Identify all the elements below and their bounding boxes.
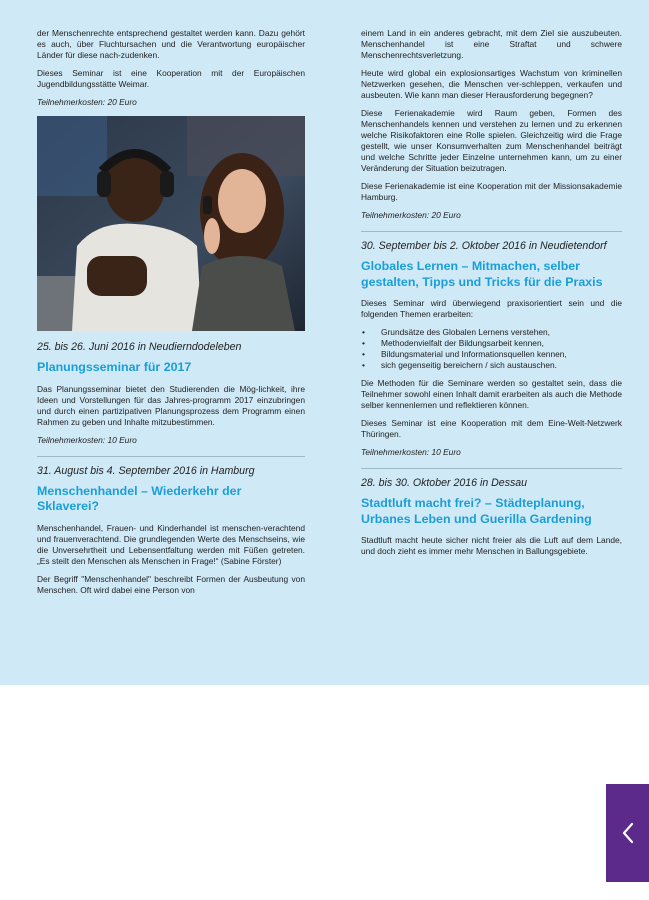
globales-cost: Teilnehmerkosten: 10 Euro <box>361 447 461 457</box>
planung-cost: Teilnehmerkosten: 10 Euro <box>37 434 137 445</box>
globales-intro: Dieses Seminar wird überwiegend praxisorientiert sein und die folgenden Themen erarbeiten: <box>361 298 622 319</box>
menschenhandel-body-1: Menschenhandel, Frauen- und Kinderhandel ist menschen-verachtend und frauenverachtend. Die grundlegenden Werte des Menschseins, wie die Unversehrtheit und Lebensentfaltung werden mit Füßen getreten. „Es steilt den Menschen als Menschen in Frage!“ (Sabine Förster) <box>37 522 305 566</box>
photo <box>37 116 305 331</box>
planung-body: Das Planungsseminar bietet den Studierenden die Mög-lichkeit, ihre Ideen und Vorstellungen für das Jahres-programm 2017 einzubringen und durch einen partizipativen Planungsprozess dem Programm einen Rahmen zu geben und Inhalte mitzubestimmen. <box>37 383 305 427</box>
menschenhandel-title: Menschenhandel – Wiederkehr der Sklaverei? <box>37 483 242 513</box>
menschenhandel-date: 31. August bis 4. September 2016 in Hamburg <box>37 464 255 477</box>
chevron-left-icon <box>620 821 636 845</box>
globales-methods: Die Methoden für die Seminare werden so gestaltet sein, dass die Teilnehmer sowohl einen Inhalt damit erarbeiten als auch die Methode selber kennenlernen und reflektieren können. <box>361 378 622 410</box>
divider <box>361 468 622 469</box>
globales-list <box>361 327 622 371</box>
cost-label: Teilnehmerkosten: 20 Euro <box>37 97 137 107</box>
globales-title: Globales Lernen – Mitmachen, selber gestalten, Tipps und Tricks für die Praxis <box>361 259 603 289</box>
left-column <box>37 28 305 603</box>
list-item: • Bildungsmaterial und Informationsquellen kennen, <box>361 349 622 360</box>
planung-title: Planungsseminar für 2017 <box>37 360 192 374</box>
stadtluft-title: Stadtluft macht frei? – Städteplanung, Urbanes Leben und Guerilla Gardening <box>361 496 592 526</box>
paragraph-intro: der Menschenrechte entsprechend gestaltet werden kann. Dazu gehört es auch, über Fluchtursachen und die Verantwortung europäischer Länder für diese nach-zudenken. <box>37 28 305 60</box>
planung-date: 25. bis 26. Juni 2016 in Neudierndodeleben <box>37 341 242 353</box>
divider <box>361 231 622 232</box>
stadtluft-body: Stadtluft macht heute sicher nicht freier als die Luft auf dem Lande, und doch zieht es immer mehr Menschen in Ballungsgebiete. <box>361 535 622 556</box>
menschenhandel-p2: Heute wird global ein explosionsartiges Wachstum von kriminellen Netzwerken gesehen, die Menschen ver-schleppen, verkaufen und ausbeuten. Wie kann man dieser Herausforderung begegnen? <box>361 68 622 100</box>
menschenhandel-body-2: Der Begriff "Menschenhandel" beschreibt Formen der Ausbeutung von Menschen. Oft wird dabei eine Person von <box>37 573 305 595</box>
divider <box>37 456 305 457</box>
list-item: • sich gegenseitig bereichern / sich austauschen. <box>361 360 622 371</box>
stadtluft-date: 28. bis 30. Oktober 2016 in Dessau <box>361 477 528 489</box>
menschenhandel-cost: Teilnehmerkosten: 20 Euro <box>361 210 461 220</box>
globales-coop: Dieses Seminar ist eine Kooperation mit dem Eine-Welt-Netzwerk Thüringen. <box>361 418 622 439</box>
previous-page-button[interactable] <box>606 784 649 882</box>
menschenhandel-cont: einem Land in ein anderes gebracht, mit dem Ziel sie auszubeuten. Menschenhandel ist eine Straftat und schwere Menschenrechtsverletzung. <box>361 28 622 60</box>
globales-date: 30. September bis 2. Oktober 2016 in Neudietendorf <box>361 240 607 252</box>
right-column <box>361 28 622 564</box>
menschenhandel-p3: Diese Ferienakademie wird Raum geben, Formen des Menschenhandels kennen und verstehen zu lernen und zu erkennen welche Risikofaktoren eine Rolle spielen. Gleichzeitig wird die Frage gestellt, wie unser Konsumverhalten zum Menschenhandel beiträgt und welche Schritte jeder Einzelne unternehmen kann, um zu einer Veränderung der Situation beizutragen. <box>361 108 622 173</box>
list-item: • Grundsätze des Globalen Lernens verstehen, <box>361 327 622 338</box>
paragraph-coop: Dieses Seminar ist eine Kooperation mit der Europäischen Jugendbildungsstätte Weimar. <box>37 68 305 89</box>
list-item: • Methodenvielfalt der Bildungsarbeit kennen, <box>361 338 622 349</box>
menschenhandel-p4: Diese Ferienakademie ist eine Kooperation mit der Missionsakademie Hamburg. <box>361 181 622 202</box>
